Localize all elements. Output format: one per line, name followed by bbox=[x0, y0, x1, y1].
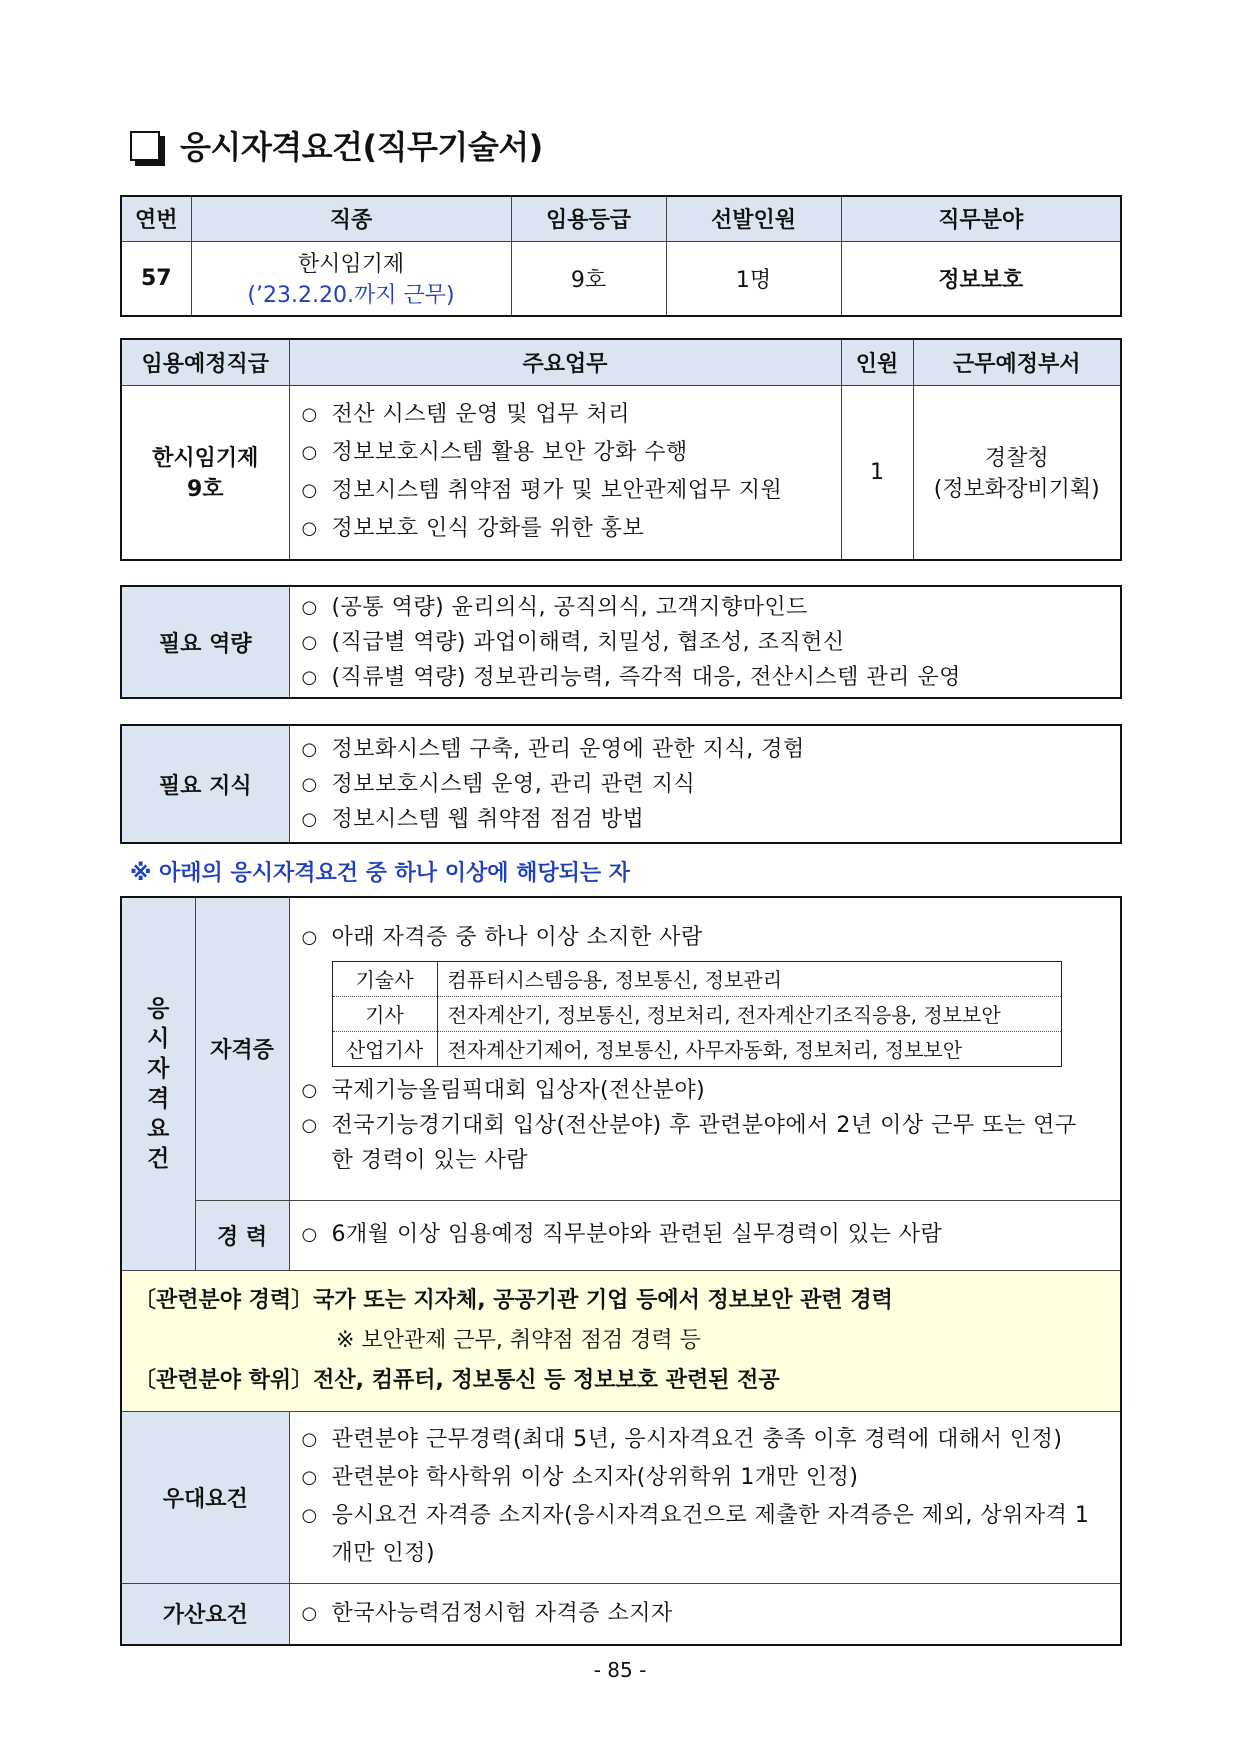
header-no: 연번 bbox=[121, 196, 191, 241]
competency-item: ○ (공통 역량) 윤리의식, 공직의식, 고객지향마인드 bbox=[302, 590, 1121, 625]
related-degree: 〔관련분야 학위〕전산, 컴퓨터, 정보통신 등 정보보호 관련된 전공 bbox=[134, 1367, 780, 1393]
cert-more-item: ○ 국제기능올림픽대회 입상자(전산분야) bbox=[302, 1073, 1081, 1108]
qualification-note: ※ 아래의 응시자격요건 중 하나 이상에 해당되는 자 bbox=[130, 861, 631, 886]
cert-label: 자격증 bbox=[195, 897, 289, 1200]
career-content bbox=[289, 1200, 1121, 1270]
side-char: 응 bbox=[147, 995, 170, 1022]
knowledge-item: ○ 정보화시스템 구축, 관리 운영에 관한 지식, 경험 bbox=[302, 732, 1121, 767]
knowledge-table bbox=[120, 724, 1122, 844]
side-char: 격 bbox=[147, 1085, 170, 1112]
cert-items: 컴퓨터시스템응용, 정보통신, 정보관리 bbox=[437, 961, 1061, 996]
dept-line1: 경찰청 bbox=[984, 446, 1049, 472]
header-grade: 임용등급 bbox=[511, 196, 666, 241]
type-line1: 한시임기제 bbox=[297, 252, 405, 278]
duties-table bbox=[120, 338, 1122, 561]
related-field-box bbox=[121, 1270, 1121, 1411]
cell-no: 57 bbox=[121, 241, 191, 316]
competency-table bbox=[120, 585, 1122, 699]
competency-item: ○ (직류별 역량) 정보관리능력, 즉각적 대응, 전산시스템 관리 운영 bbox=[302, 660, 1121, 695]
dept-line2: (정보화장비기획) bbox=[933, 477, 1100, 503]
title-text: 응시자격요건(직무기술서) bbox=[180, 128, 543, 166]
competency-item: ○ (직급별 역량) 과업이해력, 치밀성, 협조성, 조직헌신 bbox=[302, 625, 1121, 660]
checkbox-square-icon bbox=[130, 131, 160, 161]
knowledge-item: ○ 정보시스템 웹 취약점 점검 방법 bbox=[302, 802, 1121, 837]
cell-duties bbox=[289, 385, 841, 560]
bonus-label: 가산요건 bbox=[121, 1583, 289, 1645]
cell-grade: 9호 bbox=[511, 241, 666, 316]
knowledge-label: 필요 지식 bbox=[121, 725, 289, 843]
header-type: 직종 bbox=[191, 196, 511, 241]
header-count: 선발인원 bbox=[666, 196, 841, 241]
preference-item: ○ 응시요건 자격증 소지자(응시자격요건으로 제출한 자격증은 제외, 상위자격 1개만 인정) bbox=[302, 1497, 1111, 1573]
header-field: 직무분야 bbox=[841, 196, 1121, 241]
cell-field: 정보보호 bbox=[841, 241, 1121, 316]
side-char: 자 bbox=[147, 1055, 170, 1082]
preference-item: ○ 관련분야 근무경력(최대 5년, 응시자격요건 충족 이후 경력에 대해서 인정) bbox=[302, 1421, 1111, 1459]
rank-line2: 9호 bbox=[186, 477, 224, 503]
qualification-table bbox=[120, 896, 1122, 1646]
type-line2: (’23.2.20.까지 근무) bbox=[247, 283, 455, 309]
duty-item: ○ 정보보호시스템 활용 보안 강화 수행 bbox=[302, 434, 841, 472]
cert-items: 전자계산기제어, 정보통신, 사무자동화, 정보처리, 정보보안 bbox=[437, 1031, 1061, 1066]
header-headcount: 인원 bbox=[841, 339, 913, 385]
cell-type bbox=[191, 241, 511, 316]
preference-item: ○ 관련분야 학사학위 이상 소지자(상위학위 1개만 인정) bbox=[302, 1459, 1111, 1497]
side-char: 건 bbox=[147, 1145, 170, 1172]
cell-headcount: 1 bbox=[841, 385, 913, 560]
preference-content bbox=[289, 1411, 1121, 1583]
side-char: 요 bbox=[147, 1115, 170, 1142]
duty-item: ○ 전산 시스템 운영 및 업무 처리 bbox=[302, 396, 841, 434]
preference-label: 우대요건 bbox=[121, 1411, 289, 1583]
cert-level-table bbox=[332, 961, 1062, 1067]
cert-more-item: ○ 전국기능경기대회 입상(전산분야) 후 관련분야에서 2년 이상 근무 또는 연구한 경력이 있는 사람 bbox=[302, 1108, 1081, 1178]
job-summary-table bbox=[120, 195, 1122, 317]
knowledge-list bbox=[289, 725, 1121, 843]
cert-items: 전자계산기, 정보통신, 정보처리, 전자계산기조직응용, 정보보안 bbox=[437, 996, 1061, 1031]
qualification-side-label bbox=[121, 897, 195, 1270]
header-dept: 근무예정부서 bbox=[913, 339, 1121, 385]
side-char: 시 bbox=[147, 1025, 170, 1052]
header-rank: 임용예정직급 bbox=[121, 339, 289, 385]
page-title bbox=[130, 122, 543, 168]
bonus-content bbox=[289, 1583, 1121, 1645]
career-item: ○ 6개월 이상 임용예정 직무분야와 관련된 실무경력이 있는 사람 bbox=[302, 1216, 1121, 1254]
rank-line1: 한시임기제 bbox=[152, 446, 259, 472]
cell-count: 1명 bbox=[666, 241, 841, 316]
related-career: 〔관련분야 경력〕국가 또는 지자체, 공공기관 기업 등에서 정보보안 관련 경력 bbox=[134, 1287, 893, 1313]
competency-label: 필요 역량 bbox=[121, 586, 289, 698]
cert-level: 산업기사 bbox=[332, 1031, 437, 1066]
cert-content bbox=[289, 897, 1121, 1200]
related-career-note: ※ 보안관제 근무, 취약점 점검 경력 등 bbox=[336, 1327, 701, 1353]
cert-level: 기술사 bbox=[332, 961, 437, 996]
duty-item: ○ 정보시스템 취약점 평가 및 보안관제업무 지원 bbox=[302, 472, 841, 510]
cell-dept bbox=[913, 385, 1121, 560]
cert-level: 기사 bbox=[332, 996, 437, 1031]
knowledge-item: ○ 정보보호시스템 운영, 관리 관련 지식 bbox=[302, 767, 1121, 802]
competency-list bbox=[289, 586, 1121, 698]
page-number: - 85 - bbox=[593, 1658, 647, 1682]
cert-intro: ○ 아래 자격증 중 하나 이상 소지한 사람 bbox=[302, 920, 1121, 955]
duty-item: ○ 정보보호 인식 강화를 위한 홍보 bbox=[302, 510, 841, 548]
cell-rank bbox=[121, 385, 289, 560]
career-label: 경 력 bbox=[195, 1200, 289, 1270]
bonus-item: ○ 한국사능력검정시험 자격증 소지자 bbox=[302, 1595, 1121, 1633]
header-duties: 주요업무 bbox=[289, 339, 841, 385]
